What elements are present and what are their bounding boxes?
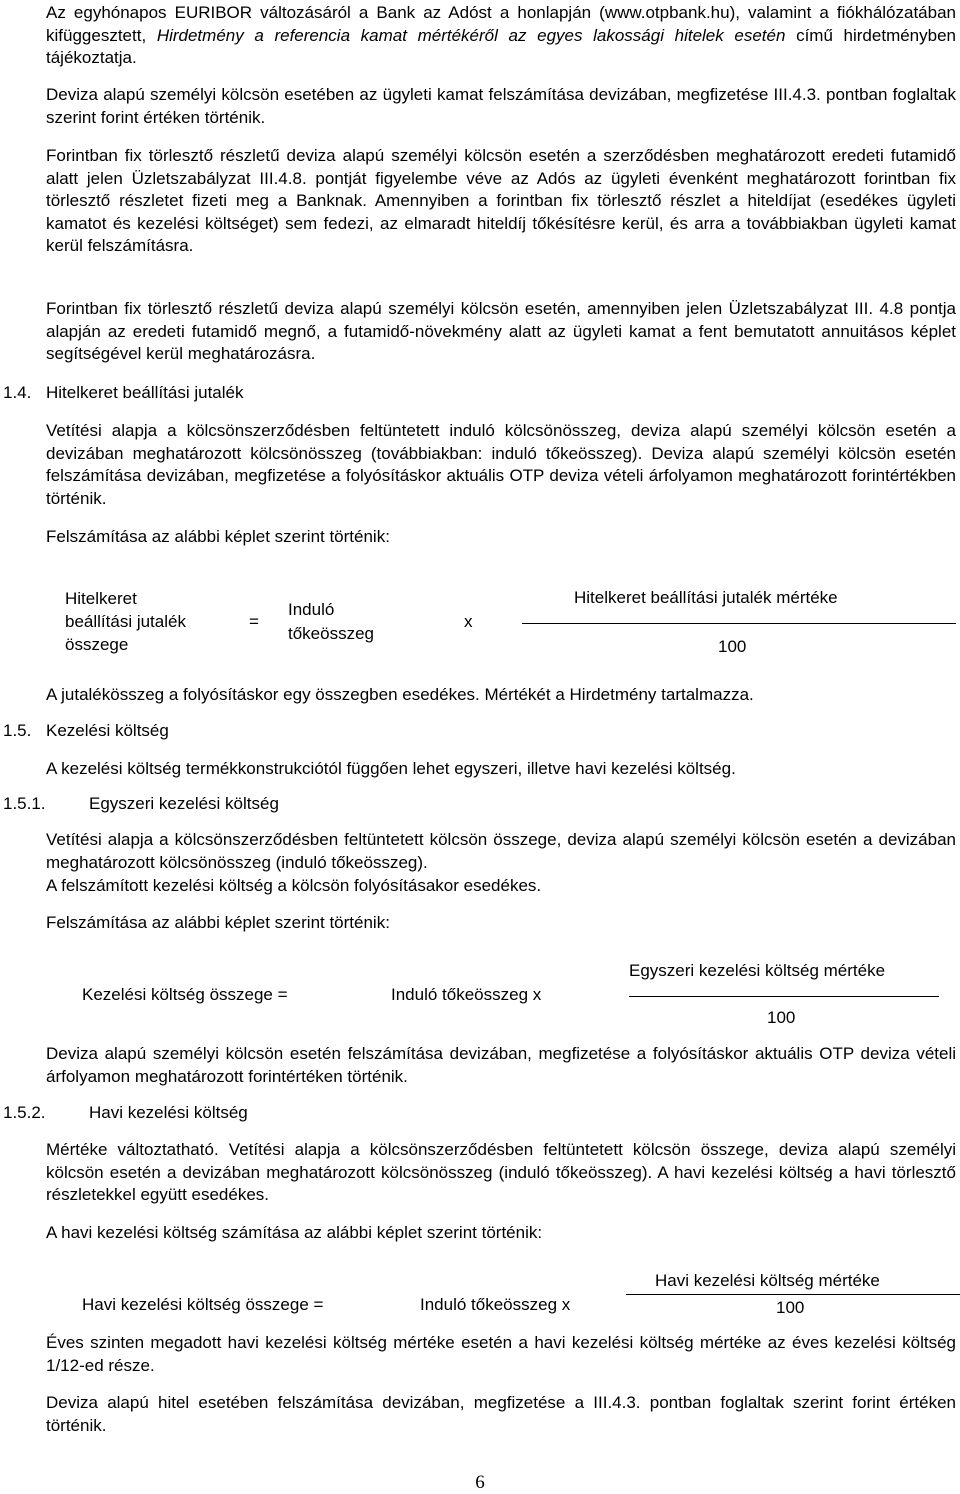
section-number-1-5-1: 1.5.1. xyxy=(3,794,46,813)
formula1-left-line3: összege xyxy=(65,635,129,654)
formula-intro-1: Felszámítása az alábbi képlet szerint történik: xyxy=(46,527,390,546)
formula-intro-2: Felszámítása az alábbi képlet szerint történik: xyxy=(46,913,390,932)
paragraph-fixed-installment: Forintban fix törlesztő részletű deviza alapú személyi kölcsön esetén a szerződésben meghatározott eredeti futamidő alatt jelen Üzletszabályzat III.4.8. pontját figyelembe véve az Adós az ügyleti évenként meghatározott forintban fix törlesztő részletet fizeti meg a Banknak. Amennyiben a forintban fix törlesztő részlet a hiteldíjat (esedékes ügyleti kamatot és kezelési költséget) sem fedezi, az elmaradt hiteldíj tőkésítésre kerül, és arra a továbbiakban ügyleti kamat kerül felszámításra. xyxy=(46,146,956,256)
paragraph-annual-monthly-fee: Éves szinten megadott havi kezelési költség mértéke esetén a havi kezelési költség mértéke az éves kezelési költség 1/12-ed része. xyxy=(46,1333,956,1375)
section-title-1-5-2: Havi kezelési költség xyxy=(89,1103,248,1122)
formula3-left: Havi kezelési költség összege = xyxy=(82,1295,324,1314)
formula1-times: x xyxy=(464,612,473,631)
formula1-equals: = xyxy=(249,612,259,631)
paragraph-one-time-fee-due: A felszámított kezelési költség a kölcsön folyósításakor esedékes. xyxy=(46,876,542,895)
formula1-numerator: Hitelkeret beállítási jutalék mértéke xyxy=(574,588,838,607)
paragraph-credit-line-base: Vetítési alapja a kölcsönszerződésben feltüntetett induló kölcsönösszeg, deviza alapú személyi kölcsön esetén a devizában meghatározott kölcsönösszeg (továbbiakban: induló tőkeösszeg). Deviza alapú személyi kölcsön esetén felszámítása devizában, megfizetése a folyósításkor aktuális OTP deviza vételi árfolyamon meghatározott forintértékben történik. xyxy=(46,421,956,508)
formula1-mid-line1: Induló xyxy=(288,600,335,619)
paragraph-one-time-fee-base: Vetítési alapja a kölcsönszerződésben feltüntetett kölcsön összege, deviza alapú személyi kölcsön esetén a devizában meghatározott kölcsönösszeg (induló tőkeösszeg). xyxy=(46,830,956,872)
formula2-mid: Induló tőkeösszeg x xyxy=(391,985,542,1004)
formula-intro-3: A havi kezelési költség számítása az alábbi képlet szerint történik: xyxy=(46,1223,543,1242)
formula3-numerator: Havi kezelési költség mértéke xyxy=(655,1271,880,1290)
intro-italic-title: Hirdetmény a referencia kamat mértékéről az egyes lakossági hitelek esetén xyxy=(156,25,786,45)
paragraph-interest-fx: Deviza alapú személyi kölcsön esetében az ügyleti kamat felszámítása devizában, megfizetése III.4.3. pontban foglaltak szerint forint értéken történik. xyxy=(46,85,956,127)
intro-text: Az egyhónapos EURIBOR változásáról a Bank az Adóst a honlapján (www.otpbank.hu), valamint a fiókhálózatában kifüggesztett, xyxy=(46,3,956,45)
section-title-1-4: Hitelkeret beállítási jutalék xyxy=(46,383,244,402)
page-number: 6 xyxy=(475,1472,485,1493)
section-number-1-5-2: 1.5.2. xyxy=(3,1103,46,1122)
section-number-1-5: 1.5. xyxy=(3,721,32,740)
section-title-1-5-1: Egyszeri kezelési költség xyxy=(89,794,279,813)
formula1-mid-line2: tőkeösszeg xyxy=(288,624,374,643)
intro-text-end: című hirdetményben tájékoztatja. xyxy=(46,25,956,68)
paragraph-term-extension: Forintban fix törlesztő részletű deviza alapú személyi kölcsön esetén, amennyiben jelen Üzletszabályzat III. 4.8 pontja alapján az eredeti futamidő megnő, a futamidő-növekmény alatt az ügyleti kamat a fent bemutatott annuitásos képlet segítségével kerül meghatározásra. xyxy=(46,299,956,364)
formula2-fraction-bar xyxy=(629,996,939,997)
formula1-left-line2: beállítási jutalék xyxy=(65,612,186,631)
paragraph-fee-due: A jutalékösszeg a folyósításkor egy összegben esedékes. Mértékét a Hirdetmény tartalmazza. xyxy=(46,685,754,704)
formula2-left: Kezelési költség összege = xyxy=(82,985,288,1004)
intro-paragraph xyxy=(46,2,956,70)
formula3-fraction-bar xyxy=(626,1294,960,1295)
paragraph-fx-loan-fee: Deviza alapú hitel esetében felszámítása devizában, megfizetése a III.4.3. pontban foglaltak szerint forint értéken történik. xyxy=(46,1393,956,1435)
section-title-1-5: Kezelési költség xyxy=(46,721,169,740)
paragraph-handling-fee-types: A kezelési költség termékkonstrukciótól függően lehet egyszeri, illetve havi kezelési költség. xyxy=(46,759,736,778)
paragraph-monthly-fee-base: Mértéke változtatható. Vetítési alapja a kölcsönszerződésben feltüntetett kölcsön összege, deviza alapú személyi kölcsön esetén a devizában meghatározott kölcsönösszeg (induló tőkeösszeg). A havi kezelési költség a havi törlesztő részletekkel együtt esedékes. xyxy=(46,1140,956,1205)
formula3-mid: Induló tőkeösszeg x xyxy=(420,1295,571,1314)
formula1-denominator: 100 xyxy=(718,637,747,656)
formula3-denominator: 100 xyxy=(776,1298,805,1317)
formula2-denominator: 100 xyxy=(767,1008,796,1027)
formula1-fraction-bar xyxy=(522,623,956,624)
paragraph-one-time-fee-fx: Deviza alapú személyi kölcsön esetén felszámítása devizában, megfizetése a folyósításkor aktuális OTP deviza vételi árfolyamon meghatározott forintértéken történik. xyxy=(46,1044,956,1086)
formula2-numerator: Egyszeri kezelési költség mértéke xyxy=(629,961,886,980)
section-number-1-4: 1.4. xyxy=(3,383,32,402)
formula1-left-line1: Hitelkeret xyxy=(65,589,137,608)
